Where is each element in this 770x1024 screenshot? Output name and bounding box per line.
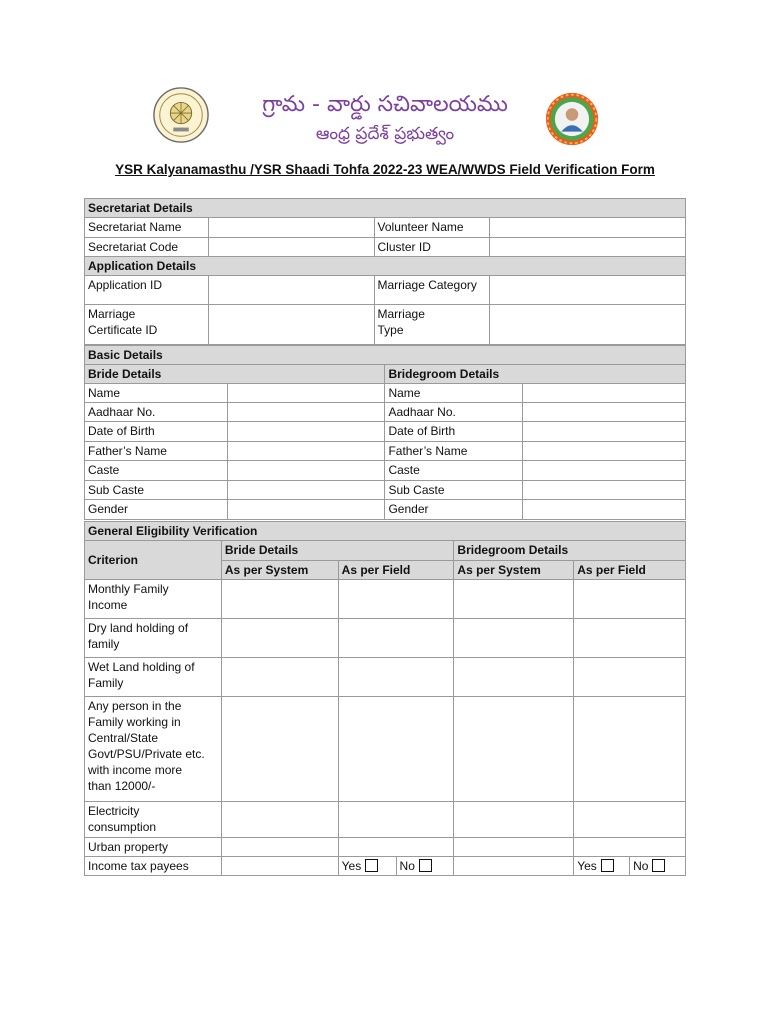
telugu-department-name: గ్రామ - వార్డు సచివాలయము <box>262 92 508 117</box>
table-row <box>85 580 686 619</box>
bride-system-cell[interactable] <box>221 802 338 838</box>
groom-gender-field[interactable] <box>523 500 686 520</box>
bride-father-name-field[interactable] <box>227 442 385 461</box>
groom-dob-label: Date of Birth <box>385 422 523 442</box>
marriage-type-field[interactable] <box>490 305 686 345</box>
basic-details-heading: Basic Details <box>85 346 686 365</box>
volunteer-name-field[interactable] <box>490 218 686 238</box>
criterion-dry-land: Dry land holding of family <box>85 619 222 658</box>
bride-father-name-label: Father’s Name <box>85 442 228 461</box>
groom-dob-field[interactable] <box>523 422 686 442</box>
secretariat-name-field[interactable] <box>208 218 374 238</box>
marriage-category-label: Marriage Category <box>374 276 490 305</box>
bride-details-heading: Bride Details <box>85 365 385 384</box>
criterion-income-tax: Income tax payees <box>85 857 222 876</box>
bride-aadhaar-field[interactable] <box>227 403 385 422</box>
groom-as-per-system-heading: As per System <box>454 561 574 580</box>
bride-sub-caste-label: Sub Caste <box>85 481 228 500</box>
groom-system-cell[interactable] <box>454 838 574 857</box>
secretariat-code-field[interactable] <box>208 238 374 257</box>
groom-name-field[interactable] <box>523 384 686 403</box>
basic-details-table <box>84 345 686 520</box>
marriage-category-field[interactable] <box>490 276 686 305</box>
groom-father-name-label: Father’s Name <box>385 442 523 461</box>
groom-field-cell[interactable] <box>574 697 686 802</box>
criterion-govt-employee: Any person in the Family working in Central/State Govt/PSU/Private etc. with income more than 12000/- <box>85 697 222 802</box>
bride-gender-field[interactable] <box>227 500 385 520</box>
bride-field-cell[interactable] <box>338 838 454 857</box>
criterion-wet-land: Wet Land holding of Family <box>85 658 222 697</box>
groom-system-cell[interactable] <box>454 802 574 838</box>
secretariat-details-heading: Secretariat Details <box>85 199 686 218</box>
groom-field-cell[interactable] <box>574 619 686 658</box>
bride-aadhaar-label: Aadhaar No. <box>85 403 228 422</box>
groom-aadhaar-field[interactable] <box>523 403 686 422</box>
bride-sub-caste-field[interactable] <box>227 481 385 500</box>
groom-name-label: Name <box>385 384 523 403</box>
bride-as-per-field-heading: As per Field <box>338 561 454 580</box>
eligibility-table <box>84 521 686 876</box>
criterion-heading: Criterion <box>85 541 222 580</box>
criterion-monthly-income: Monthly Family Income <box>85 580 222 619</box>
groom-sub-caste-field[interactable] <box>523 481 686 500</box>
telugu-government-name: ఆంధ్ర ప్రదేశ్ ప్రభుత్వం <box>315 124 455 144</box>
groom-caste-label: Caste <box>385 461 523 481</box>
secretariat-name-label: Secretariat Name <box>85 218 209 238</box>
groom-father-name-field[interactable] <box>523 442 686 461</box>
bride-system-cell[interactable] <box>221 619 338 658</box>
groom-field-cell[interactable] <box>574 658 686 697</box>
groom-system-cell[interactable] <box>454 697 574 802</box>
groom-no-checkbox[interactable] <box>652 859 665 872</box>
bride-yes-checkbox[interactable] <box>365 859 378 872</box>
bride-no-checkbox[interactable] <box>419 859 432 872</box>
eligibility-bride-heading: Bride Details <box>221 541 454 561</box>
secretariat-code-label: Secretariat Code <box>85 238 209 257</box>
bride-system-cell[interactable] <box>221 580 338 619</box>
groom-as-per-field-heading: As per Field <box>574 561 686 580</box>
bridegroom-details-heading: Bridegroom Details <box>385 365 686 384</box>
secretariat-application-table <box>84 198 686 345</box>
ysr-portrait-seal-icon <box>545 92 599 146</box>
bride-dob-field[interactable] <box>227 422 385 442</box>
bride-name-field[interactable] <box>227 384 385 403</box>
bride-system-cell[interactable] <box>221 697 338 802</box>
groom-yes-label: Yes <box>577 859 597 873</box>
groom-system-cell[interactable] <box>454 857 574 876</box>
criterion-electricity: Electricity consumption <box>85 802 222 838</box>
bride-field-cell[interactable] <box>338 697 454 802</box>
table-row <box>85 658 686 697</box>
bride-system-cell[interactable] <box>221 857 338 876</box>
groom-field-cell[interactable] <box>574 802 686 838</box>
marriage-certificate-id-label: Marriage Certificate ID <box>85 305 209 345</box>
application-details-heading: Application Details <box>85 257 686 276</box>
bride-dob-label: Date of Birth <box>85 422 228 442</box>
bride-caste-field[interactable] <box>227 461 385 481</box>
cluster-id-label: Cluster ID <box>374 238 490 257</box>
groom-aadhaar-label: Aadhaar No. <box>385 403 523 422</box>
bride-caste-label: Caste <box>85 461 228 481</box>
eligibility-groom-heading: Bridegroom Details <box>454 541 686 561</box>
bride-name-label: Name <box>85 384 228 403</box>
bride-gender-label: Gender <box>85 500 228 520</box>
bride-field-cell[interactable] <box>338 580 454 619</box>
table-row <box>85 697 686 802</box>
groom-system-cell[interactable] <box>454 619 574 658</box>
bride-field-cell[interactable] <box>338 802 454 838</box>
groom-field-cell[interactable] <box>574 580 686 619</box>
bride-system-cell[interactable] <box>221 658 338 697</box>
table-row <box>85 857 686 876</box>
form-header <box>0 80 770 150</box>
bride-field-cell[interactable] <box>338 619 454 658</box>
groom-field-cell[interactable] <box>574 838 686 857</box>
groom-gender-label: Gender <box>385 500 523 520</box>
application-id-label: Application ID <box>85 276 209 305</box>
cluster-id-field[interactable] <box>490 238 686 257</box>
eligibility-heading: General Eligibility Verification <box>85 522 686 541</box>
groom-system-cell[interactable] <box>454 658 574 697</box>
groom-yes-checkbox[interactable] <box>601 859 614 872</box>
groom-system-cell[interactable] <box>454 580 574 619</box>
table-row <box>85 802 686 838</box>
groom-field-income-tax <box>574 857 686 876</box>
bride-field-cell[interactable] <box>338 658 454 697</box>
marriage-certificate-id-field[interactable] <box>208 305 374 345</box>
criterion-urban-property: Urban property <box>85 838 222 857</box>
marriage-type-label: Marriage Type <box>374 305 490 345</box>
bride-as-per-system-heading: As per System <box>221 561 338 580</box>
bride-field-income-tax <box>338 857 454 876</box>
bride-system-cell[interactable] <box>221 838 338 857</box>
groom-sub-caste-label: Sub Caste <box>385 481 523 500</box>
bride-yes-label: Yes <box>341 859 362 873</box>
application-id-field[interactable] <box>208 276 374 305</box>
form-title: YSR Kalyanamasthu /YSR Shaadi Tohfa 2022-23 WEA/WWDS Field Verification Form <box>115 162 655 177</box>
volunteer-name-label: Volunteer Name <box>374 218 490 238</box>
table-row <box>85 838 686 857</box>
groom-caste-field[interactable] <box>523 461 686 481</box>
groom-no-label: No <box>633 859 649 873</box>
bride-no-label: No <box>399 859 415 873</box>
table-row <box>85 619 686 658</box>
